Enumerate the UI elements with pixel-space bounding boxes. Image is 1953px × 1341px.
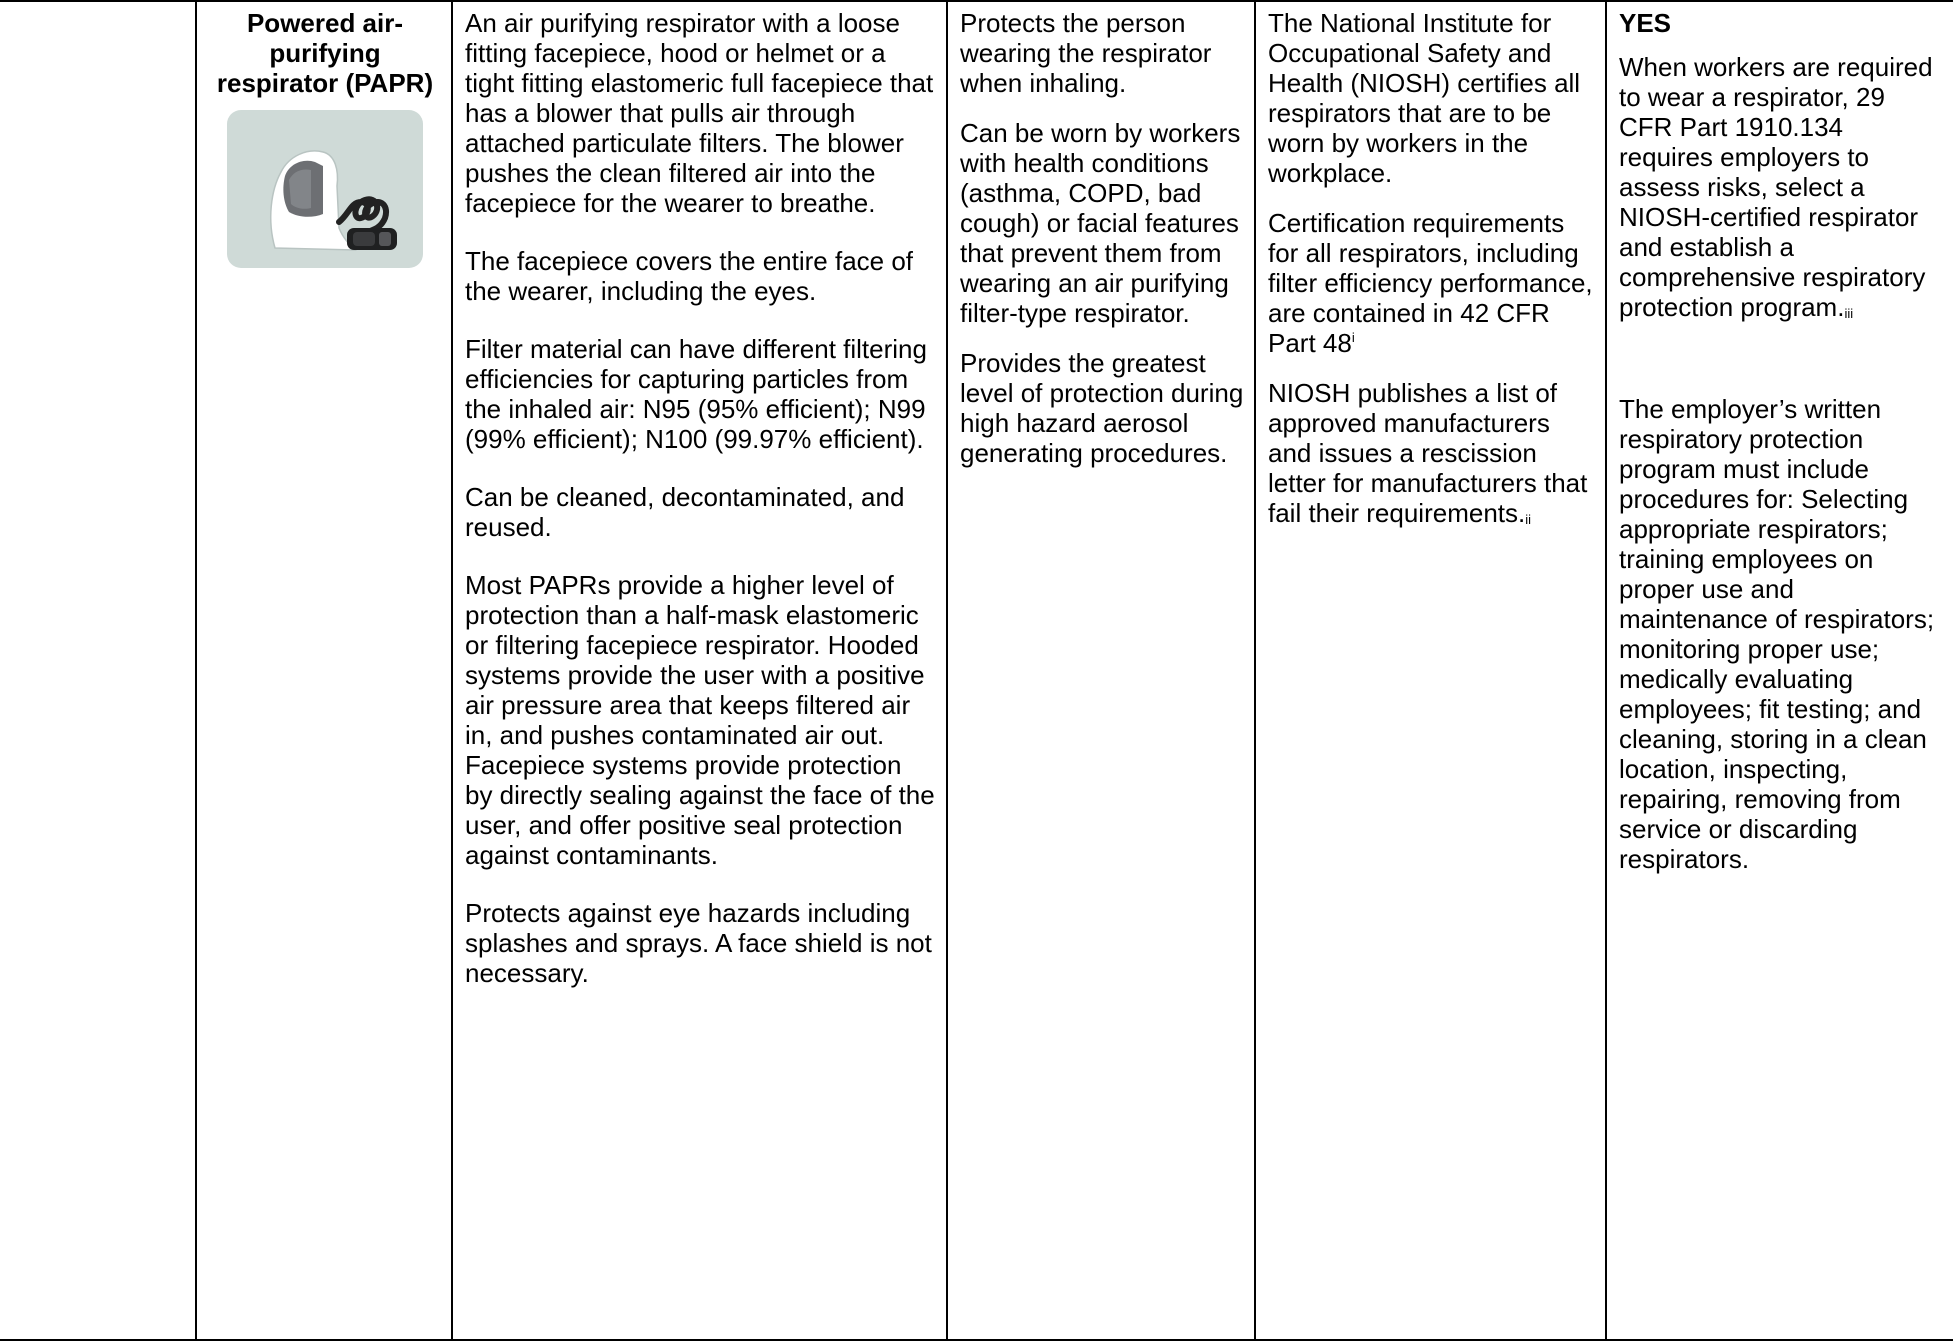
certification-paragraph bbox=[1268, 378, 1595, 528]
protection-paragraph: Protects the person wearing the respirator when inhaling. bbox=[960, 8, 1212, 98]
endnote-marker[interactable]: i bbox=[1351, 330, 1355, 345]
required-text: When workers are required to wear a respirator, 29 CFR Part 1910.134 requires employers to assess risks, select a NIOSH-certified respirator and establish a comprehensive respiratory protection program. bbox=[1619, 52, 1933, 322]
certification-paragraph: The National Institute for Occupational Safety and Health (NIOSH) certifies all respirators that are to be worn by workers in the workplace. bbox=[1268, 8, 1581, 188]
required-paragraph: The employer’s written respiratory protection program must include procedures for: Selecting appropriate respirators; training employees on proper use and maintenance of respirators; monitoring proper use; medically evaluating employees; fit testing; and cleaning, storing in a clean location, inspecting, repairing, removing from service or discarding respirators. bbox=[1619, 394, 1935, 874]
description-paragraph: Most PAPRs provide a higher level of protection than a half-mask elastomeric or filtering facepiece respirator. Hooded systems provide the user with a positive air pressure area that keeps filtered air in, and pushes contaminated air out. Facepiece systems provide protection by directly sealing against the face of the user, and offer positive seal protection against contaminants. bbox=[465, 570, 935, 870]
required-cell bbox=[1606, 1, 1953, 1340]
required-paragraph bbox=[1619, 52, 1943, 322]
table-row-papr bbox=[0, 1, 1953, 1340]
respirator-name: Powered air-purifying respirator (PAPR) bbox=[216, 8, 434, 98]
description-cell bbox=[452, 1, 947, 1340]
endnote-marker[interactable]: ii bbox=[1525, 512, 1532, 527]
description-paragraph: Can be cleaned, decontaminated, and reused. bbox=[465, 482, 905, 542]
certification-paragraph bbox=[1268, 208, 1595, 358]
description-paragraph: Protects against eye hazards including splashes and sprays. A face shield is not necessary. bbox=[465, 898, 932, 988]
certification-cell bbox=[1255, 1, 1606, 1340]
papr-hood-blower-icon bbox=[227, 110, 423, 268]
description-paragraph: Filter material can have different filtering efficiencies for capturing particles from the inhaled air: N95 (95% efficient); N99 (99% efficient); N100 (99.97% efficient). bbox=[465, 334, 927, 454]
respirator-name-cell bbox=[196, 1, 452, 1340]
blank-leading-cell bbox=[0, 1, 196, 1340]
protection-cell bbox=[947, 1, 1255, 1340]
endnote-marker[interactable]: iii bbox=[1844, 306, 1854, 321]
description-paragraph: An air purifying respirator with a loose fitting facepiece, hood or helmet or a tight fitting elastomeric full facepiece that has a blower that pulls air through attached particulate filters. The blower pushes the clean filtered air into the facepiece for the wearer to breathe. bbox=[465, 8, 934, 218]
papr-image bbox=[227, 110, 423, 268]
certification-text: Certification requirements for all respirators, including filter efficiency performance, are contained in 42 CFR Part 48 bbox=[1268, 208, 1593, 358]
protection-paragraph: Provides the greatest level of protection during high hazard aerosol generating procedures. bbox=[960, 348, 1244, 468]
certification-text: NIOSH publishes a list of approved manufacturers and issues a rescission letter for manufacturers that fail their requirements. bbox=[1268, 378, 1588, 528]
description-paragraph: The facepiece covers the entire face of the wearer, including the eyes. bbox=[465, 246, 914, 306]
required-answer: YES bbox=[1619, 8, 1672, 38]
protection-paragraph: Can be worn by workers with health conditions (asthma, COPD, bad cough) or facial features that prevent them from wearing an air purifying filter-type respirator. bbox=[960, 118, 1241, 328]
